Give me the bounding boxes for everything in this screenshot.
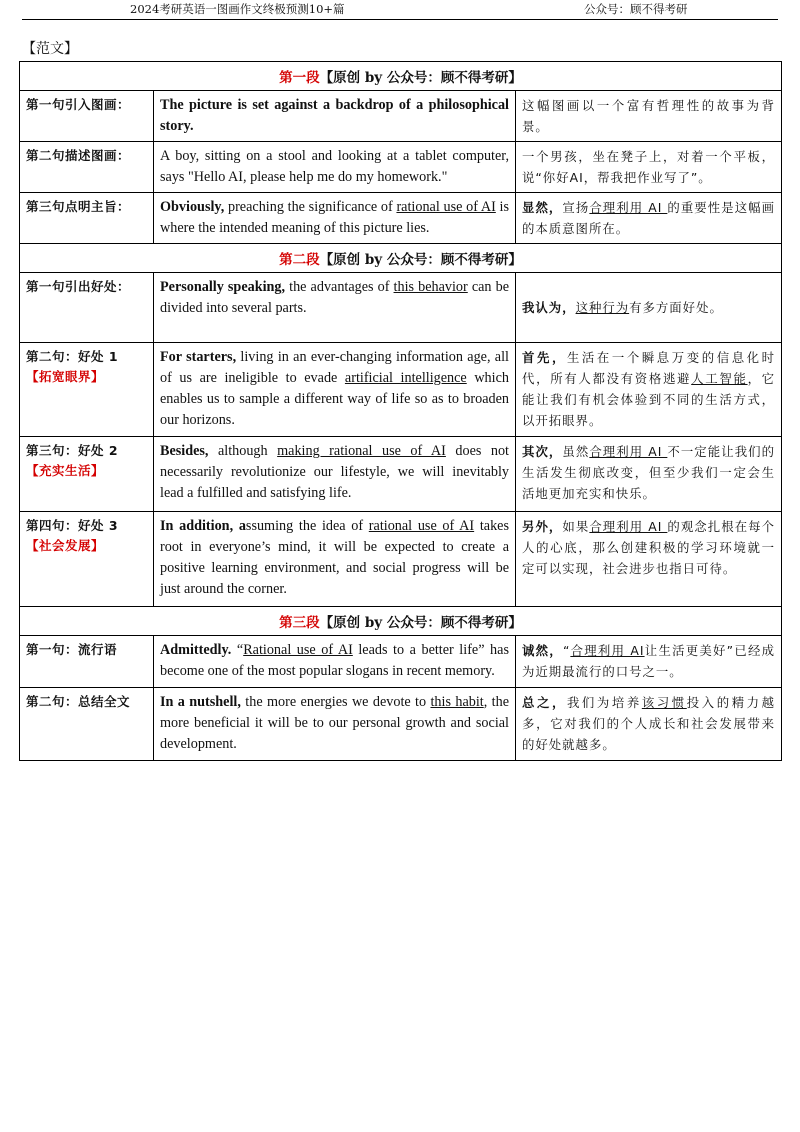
row-label: 第二句：好处 1 【拓宽眼界】: [20, 343, 154, 437]
benefit-tag: 【充实生活】: [26, 463, 105, 478]
document-title: 2024考研英语一图画作文终极预测10+篇: [130, 2, 345, 16]
chinese-translation: 首先，生活在一个瞬息万变的信息化时代，所有人都没有资格逃避人工智能，它能让我们有机会体验到不同的生活方式，以开拓眼界。: [516, 343, 782, 437]
table-row: [20, 636, 782, 688]
chinese-translation: 我认为，这种行为有多方面好处。: [516, 273, 782, 343]
english-sentence: In addition, assuming the idea of rational use of AI takes root in everyone’s mind, it will be expected to create a positive learning environment, and social progress will be just around the corner.: [154, 512, 516, 607]
benefit-tag: 【社会发展】: [26, 538, 105, 553]
table-row: [20, 688, 782, 761]
section-tag: 【原创 by 公众号：顾不得考研】: [319, 252, 522, 268]
chinese-translation: 其次，虽然合理利用 AI 不一定能让我们的生活发生彻底改变，但至少我们一定会生活地更加充实和快乐。: [516, 437, 782, 512]
account-name: 公众号：顾不得考研: [584, 2, 688, 16]
english-sentence: Obviously, preaching the significance of rational use of AI is where the intended meaning of this picture lies.: [154, 193, 516, 244]
english-sentence: In a nutshell, the more energies we devote to this habit, the more beneficial it will be to our personal growth and social development.: [154, 688, 516, 761]
benefit-tag: 【拓宽眼界】: [26, 369, 105, 384]
table-row: [20, 142, 782, 193]
row-label: 第一句：流行语: [20, 636, 154, 688]
section-header-row: [20, 62, 782, 91]
row-label: 第四句：好处 3 【社会发展】: [20, 512, 154, 607]
english-sentence: Besides, although making rational use of AI does not necessarily revolutionize our lifestyle, we will inevitably lead a fulfilled and satisfying life.: [154, 437, 516, 512]
english-sentence: For starters, living in an ever-changing information age, all of us are ineligible to evade artificial intelligence which enables us to sample a different way of life so as to broaden our horizons.: [154, 343, 516, 437]
chinese-translation: 这幅图画以一个富有哲理性的故事为背景。: [516, 91, 782, 142]
english-sentence: The picture is set against a backdrop of a philosophical story.: [154, 91, 516, 142]
table-row: [20, 437, 782, 512]
row-label: 第二句描述图画：: [20, 142, 154, 193]
row-label: 第一句引入图画：: [20, 91, 154, 142]
english-sentence: Admittedly. “Rational use of AI leads to a better life” has become one of the most popular slogans in recent memory.: [154, 636, 516, 688]
chinese-translation: 另外，如果合理利用 AI 的观念扎根在每个人的心底，那么创建积极的学习环境就一定可以实现，社会进步也指日可待。: [516, 512, 782, 607]
table-row: [20, 512, 782, 607]
section-header-row: [20, 244, 782, 273]
row-label: 第二句：总结全文: [20, 688, 154, 761]
table-row: [20, 91, 782, 142]
section-header: [20, 607, 782, 636]
table-row: [20, 343, 782, 437]
row-label: 第三句点明主旨：: [20, 193, 154, 244]
section-tag: 【原创 by 公众号：顾不得考研】: [319, 615, 522, 631]
sample-essay-label: 【范文】: [22, 41, 78, 57]
chinese-translation: 一个男孩，坐在凳子上，对着一个平板，说“你好AI，帮我把作业写了”。: [516, 142, 782, 193]
chinese-translation: 诚然，“合理利用 AI让生活更美好”已经成为近期最流行的口号之一。: [516, 636, 782, 688]
row-label: 第三句：好处 2 【充实生活】: [20, 437, 154, 512]
section-number: 第一段: [279, 70, 320, 86]
essay-table: [19, 61, 782, 761]
section-header: [20, 62, 782, 91]
row-label: 第一句引出好处：: [20, 273, 154, 343]
chinese-translation: 总之，我们为培养该习惯投入的精力越多，它对我们的个人成长和社会发展带来的好处就越多。: [516, 688, 782, 761]
table-row: [20, 273, 782, 343]
table-row: [20, 193, 782, 244]
chinese-translation: 显然，宣扬合理利用 AI 的重要性是这幅画的本质意图所在。: [516, 193, 782, 244]
section-number: 第二段: [279, 252, 320, 268]
section-tag: 【原创 by 公众号：顾不得考研】: [319, 70, 522, 86]
english-sentence: Personally speaking, the advantages of this behavior can be divided into several parts.: [154, 273, 516, 343]
section-header-row: [20, 607, 782, 636]
section-number: 第三段: [279, 615, 320, 631]
section-header: [20, 244, 782, 273]
english-sentence: A boy, sitting on a stool and looking at a tablet computer, says "Hello AI, please help me do my homework.": [154, 142, 516, 193]
page-header: [22, 0, 778, 20]
